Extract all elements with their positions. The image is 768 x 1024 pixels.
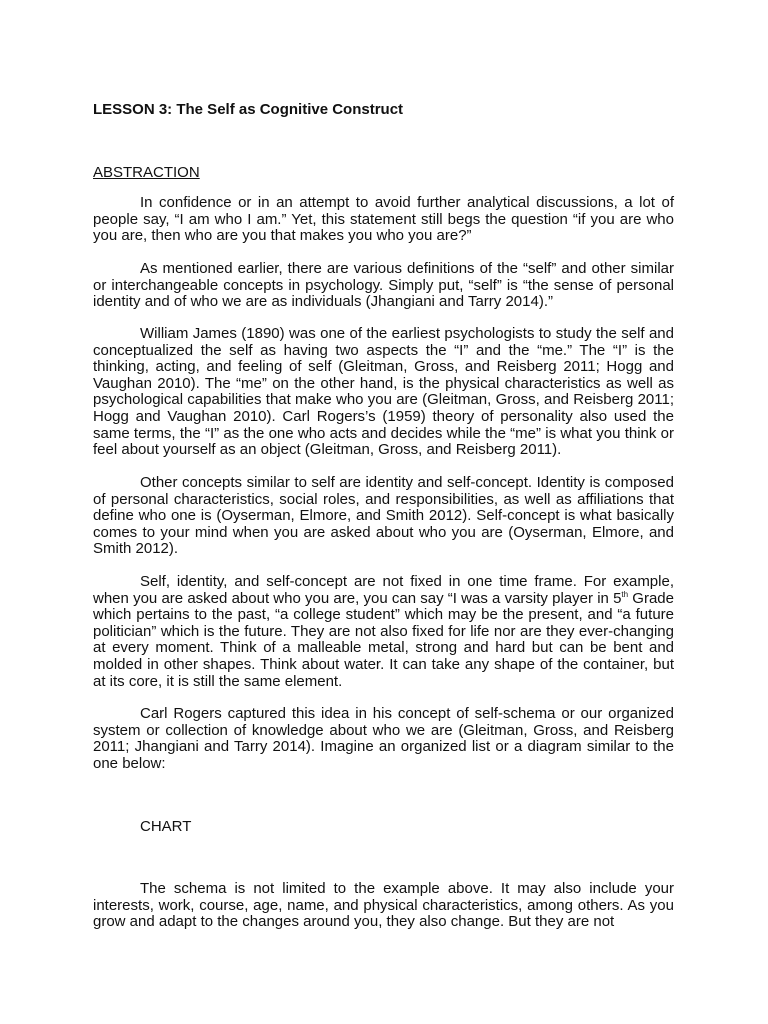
- body-paragraph: Carl Rogers captured this idea in his concept of self-schema or our organized system or collection of knowledge about who we are (Gleitman, Gross, and Reisberg 2011; Jhangiani and Tarry 2014). Imagine an organized list or a diagram similar to the one below:: [93, 705, 674, 772]
- lesson-title: LESSON 3: The Self as Cognitive Construct: [93, 101, 404, 118]
- paragraph-text-segment: Self, identity, and self-concept are not fixed in one time frame. For example, when you are asked about who you are, you can say “I was a varsity player in 5: [93, 573, 674, 607]
- body-paragraph: Other concepts similar to self are identity and self-concept. Identity is composed of personal characteristics, social roles, and responsibilities, as well as affiliations that define who one is (Oyserman, Elmore, and Smith 2012). Self-concept is what basically comes to your mind when you are asked about who you are (Oyserman, Elmore, and Smith 2012).: [93, 474, 674, 558]
- chart-placeholder: CHART: [140, 818, 192, 835]
- body-paragraph: The schema is not limited to the example above. It may also include your interests, work, course, age, name, and physical characteristics, among others. As you grow and adapt to the changes around you, they also change. But they are not: [93, 880, 674, 931]
- section-heading-abstraction: ABSTRACTION: [93, 164, 200, 181]
- body-paragraph: As mentioned earlier, there are various definitions of the “self” and other similar or interchangeable concepts in psychology. Simply put, “self” is “the sense of personal identity and of who we are as individuals (Jhangiani and Tarry 2014).”: [93, 260, 674, 311]
- body-paragraph: In confidence or in an attempt to avoid further analytical discussions, a lot of people say, “I am who I am.” Yet, this statement still begs the question “if you are who you are, then who are you that makes you who you are?”: [93, 194, 674, 245]
- paragraph-text-segment: Grade which pertains to the past, “a college student” which may be the present, and “a future politician” which is the future. They are not also fixed for life nor are they ever-changing at every moment. Think of a malleable metal, strong and hard but can be bent and molded in other shapes. Think about water. It can take any shape of the container, but at its core, it is still the same element.: [93, 589, 674, 690]
- body-paragraph: William James (1890) was one of the earliest psychologists to study the self and conceptualized the self as having two aspects the “I” and the “me.” The “I” is the thinking, acting, and feeling of self (Gleitman, Gross, and Reisberg 2011; Hogg and Vaughan 2010). The “me” on the other hand, is the physical characteristics as well as psychological capabilities that make who you are (Gleitman, Gross, and Reisberg 2011; Hogg and Vaughan 2010). Carl Rogers’s (1959) theory of personality also used the same terms, the “I” as the one who acts and decides while the “me” is what you think or feel about yourself as an object (Gleitman, Gross, and Reisberg 2011).: [93, 325, 674, 459]
- body-paragraph: [93, 574, 674, 690]
- ordinal-superscript: th: [621, 589, 629, 599]
